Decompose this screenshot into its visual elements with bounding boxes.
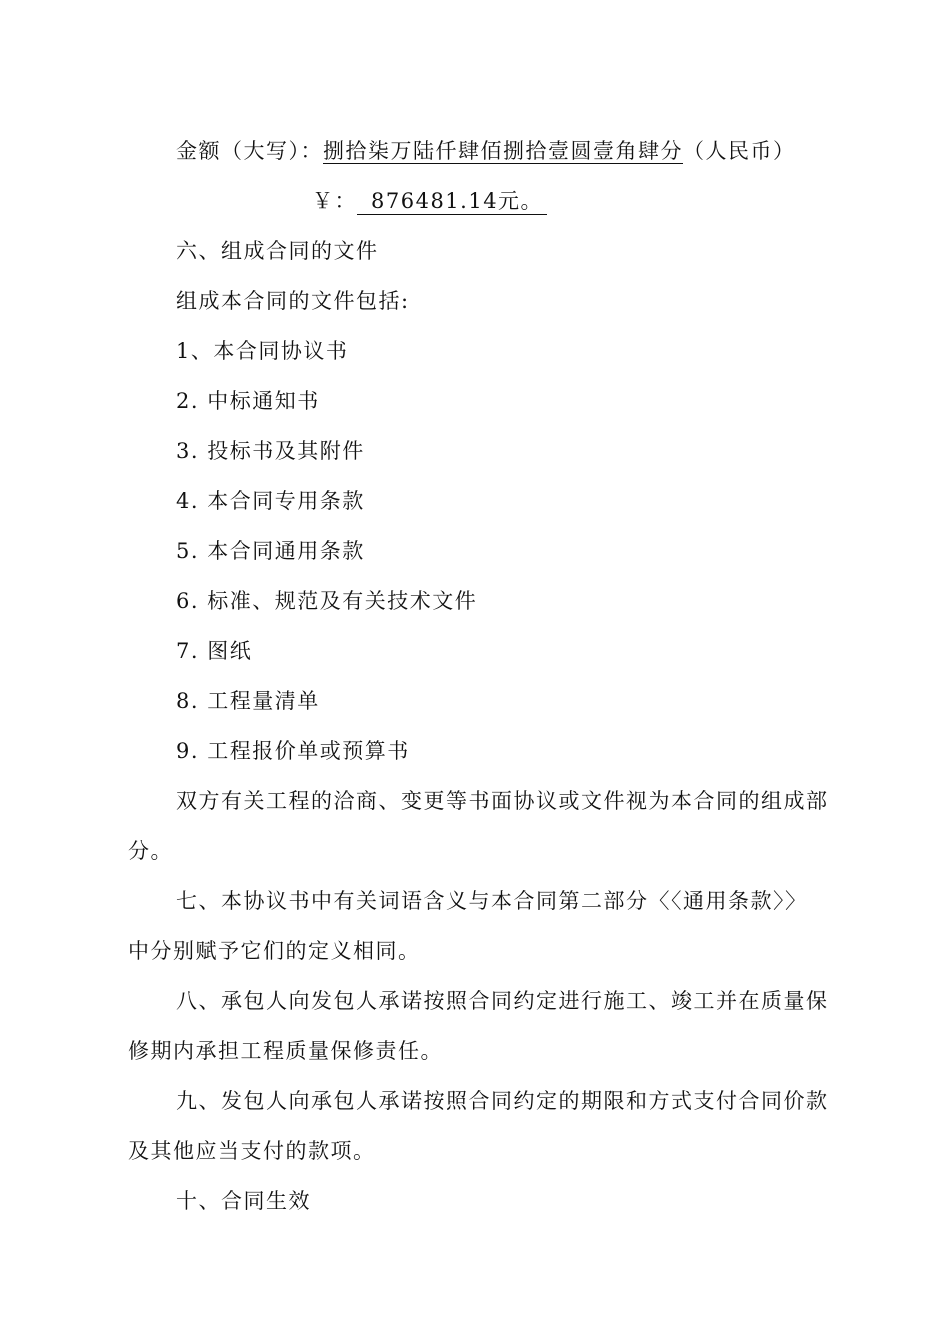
amount-currency: （人民币） <box>683 139 796 163</box>
document-list-item: 1、本合同协议书 <box>176 339 349 363</box>
section-9-line2: 及其他应当支付的款项。 <box>128 1139 376 1163</box>
amount-symbol: ￥： <box>312 189 357 213</box>
section-8-line1: 八、承包人向发包人承诺按照合同约定进行施工、竣工并在质量保 <box>176 989 829 1013</box>
section-6-intro: 组成本合同的文件包括: <box>176 289 410 313</box>
amount-label: 金额（大写）： <box>176 139 323 163</box>
document-list-item: 6. 标准、规范及有关技术文件 <box>176 589 478 613</box>
document-list-item: 9. 工程报价单或预算书 <box>176 739 410 763</box>
section-6-heading: 六、组成合同的文件 <box>176 239 379 263</box>
document-list-item: 8. 工程量清单 <box>176 689 320 713</box>
document-list-item: 3. 投标书及其附件 <box>176 439 365 463</box>
section-8-line2: 修期内承担工程质量保修责任。 <box>128 1039 443 1063</box>
section-6-note-line2: 分。 <box>128 839 173 863</box>
document-list-item: 4. 本合同专用条款 <box>176 489 365 513</box>
section-10-heading: 十、合同生效 <box>176 1189 311 1213</box>
section-6-note-line1: 双方有关工程的洽商、变更等书面协议或文件视为本合同的组成部 <box>176 789 829 813</box>
document-list-item: 2. 中标通知书 <box>176 389 320 413</box>
section-9-line1: 九、发包人向承包人承诺按照合同约定的期限和方式支付合同价款 <box>176 1089 829 1113</box>
section-7-line2: 中分别赋予它们的定义相同。 <box>128 939 421 963</box>
amount-words-line <box>176 136 796 166</box>
amount-words: 捌拾柒万陆仟肆佰捌拾壹圆壹角肆分 <box>323 139 683 163</box>
document-list-item: 5. 本合同通用条款 <box>176 539 365 563</box>
amount-figure: 876481.14元。 <box>357 188 547 215</box>
section-7-line1: 七、本协议书中有关词语含义与本合同第二部分〈〈通用条款〉〉 <box>176 889 808 913</box>
document-list-item: 7. 图纸 <box>176 639 253 663</box>
amount-figure-line <box>312 186 547 216</box>
